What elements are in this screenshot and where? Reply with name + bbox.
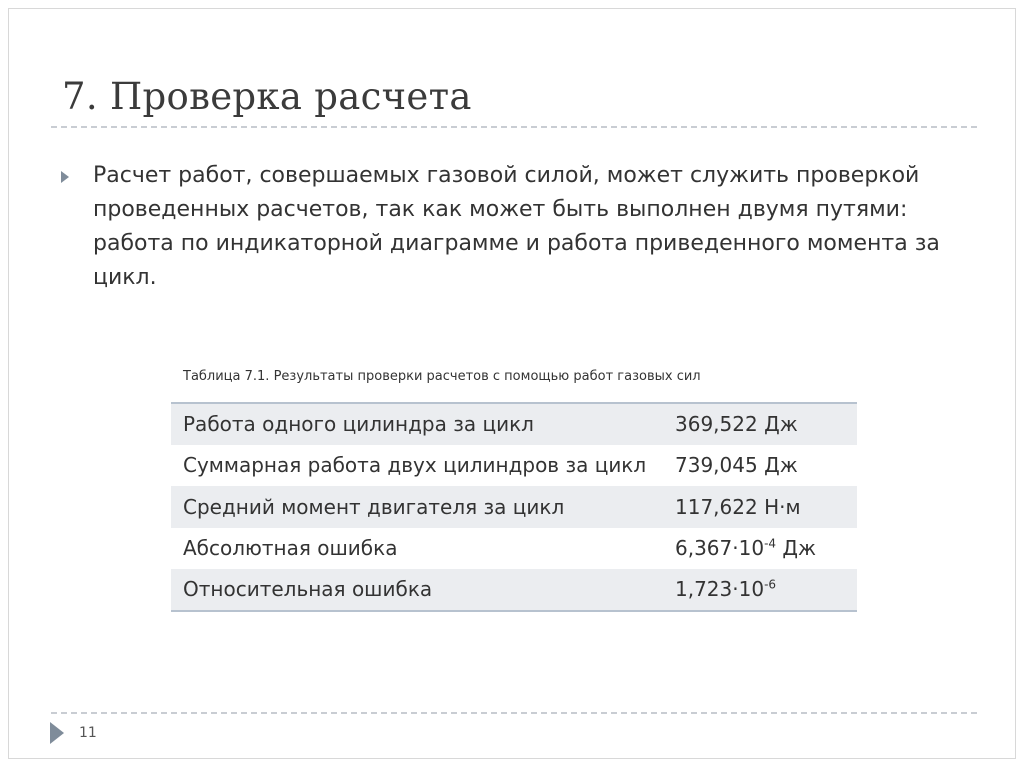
row-label: Абсолютная ошибка [183, 536, 398, 561]
bullet-text: Расчет работ, совершаемых газовой силой, может служить проверкой проведенных расчетов, так как может быть выполнен двумя путями: работа по индикаторной диаграмме и работа приведенного момента за цикл. [93, 163, 940, 290]
slide-title: 7. Проверка расчета [62, 75, 472, 118]
row-label: Средний момент двигателя за цикл [171, 486, 663, 528]
row-value [663, 528, 857, 570]
row-value: 117,622 Н·м [663, 486, 857, 528]
value-unit: Дж [776, 536, 817, 561]
row-value: 369,522 Дж [663, 403, 857, 445]
table-row [171, 528, 857, 570]
row-label: Относительная ошибка [171, 569, 663, 611]
table-row [171, 486, 857, 528]
triangle-right-icon [61, 171, 69, 183]
value-base: 1,723·10 [675, 577, 765, 602]
results-table [171, 402, 857, 612]
bullet-item [61, 159, 961, 295]
row-value [663, 569, 857, 611]
value-exponent: -4 [764, 536, 777, 551]
title-divider [51, 126, 977, 128]
value-base: 6,367·10 [675, 536, 765, 561]
table-row [171, 445, 857, 487]
page-number: 11 [79, 725, 97, 741]
table-caption: Таблица 7.1. Результаты проверки расчетов с помощью работ газовых сил [183, 369, 701, 384]
row-label: Работа одного цилиндра за цикл [171, 403, 663, 445]
value-exponent: -6 [764, 577, 777, 592]
triangle-right-icon [50, 722, 64, 744]
table-row [171, 403, 857, 445]
row-label: Суммарная работа двух цилиндров за цикл [183, 453, 647, 478]
slide [8, 8, 1016, 759]
row-value: 739,045 Дж [675, 453, 798, 478]
footer-divider [51, 712, 977, 714]
table-row [171, 569, 857, 611]
